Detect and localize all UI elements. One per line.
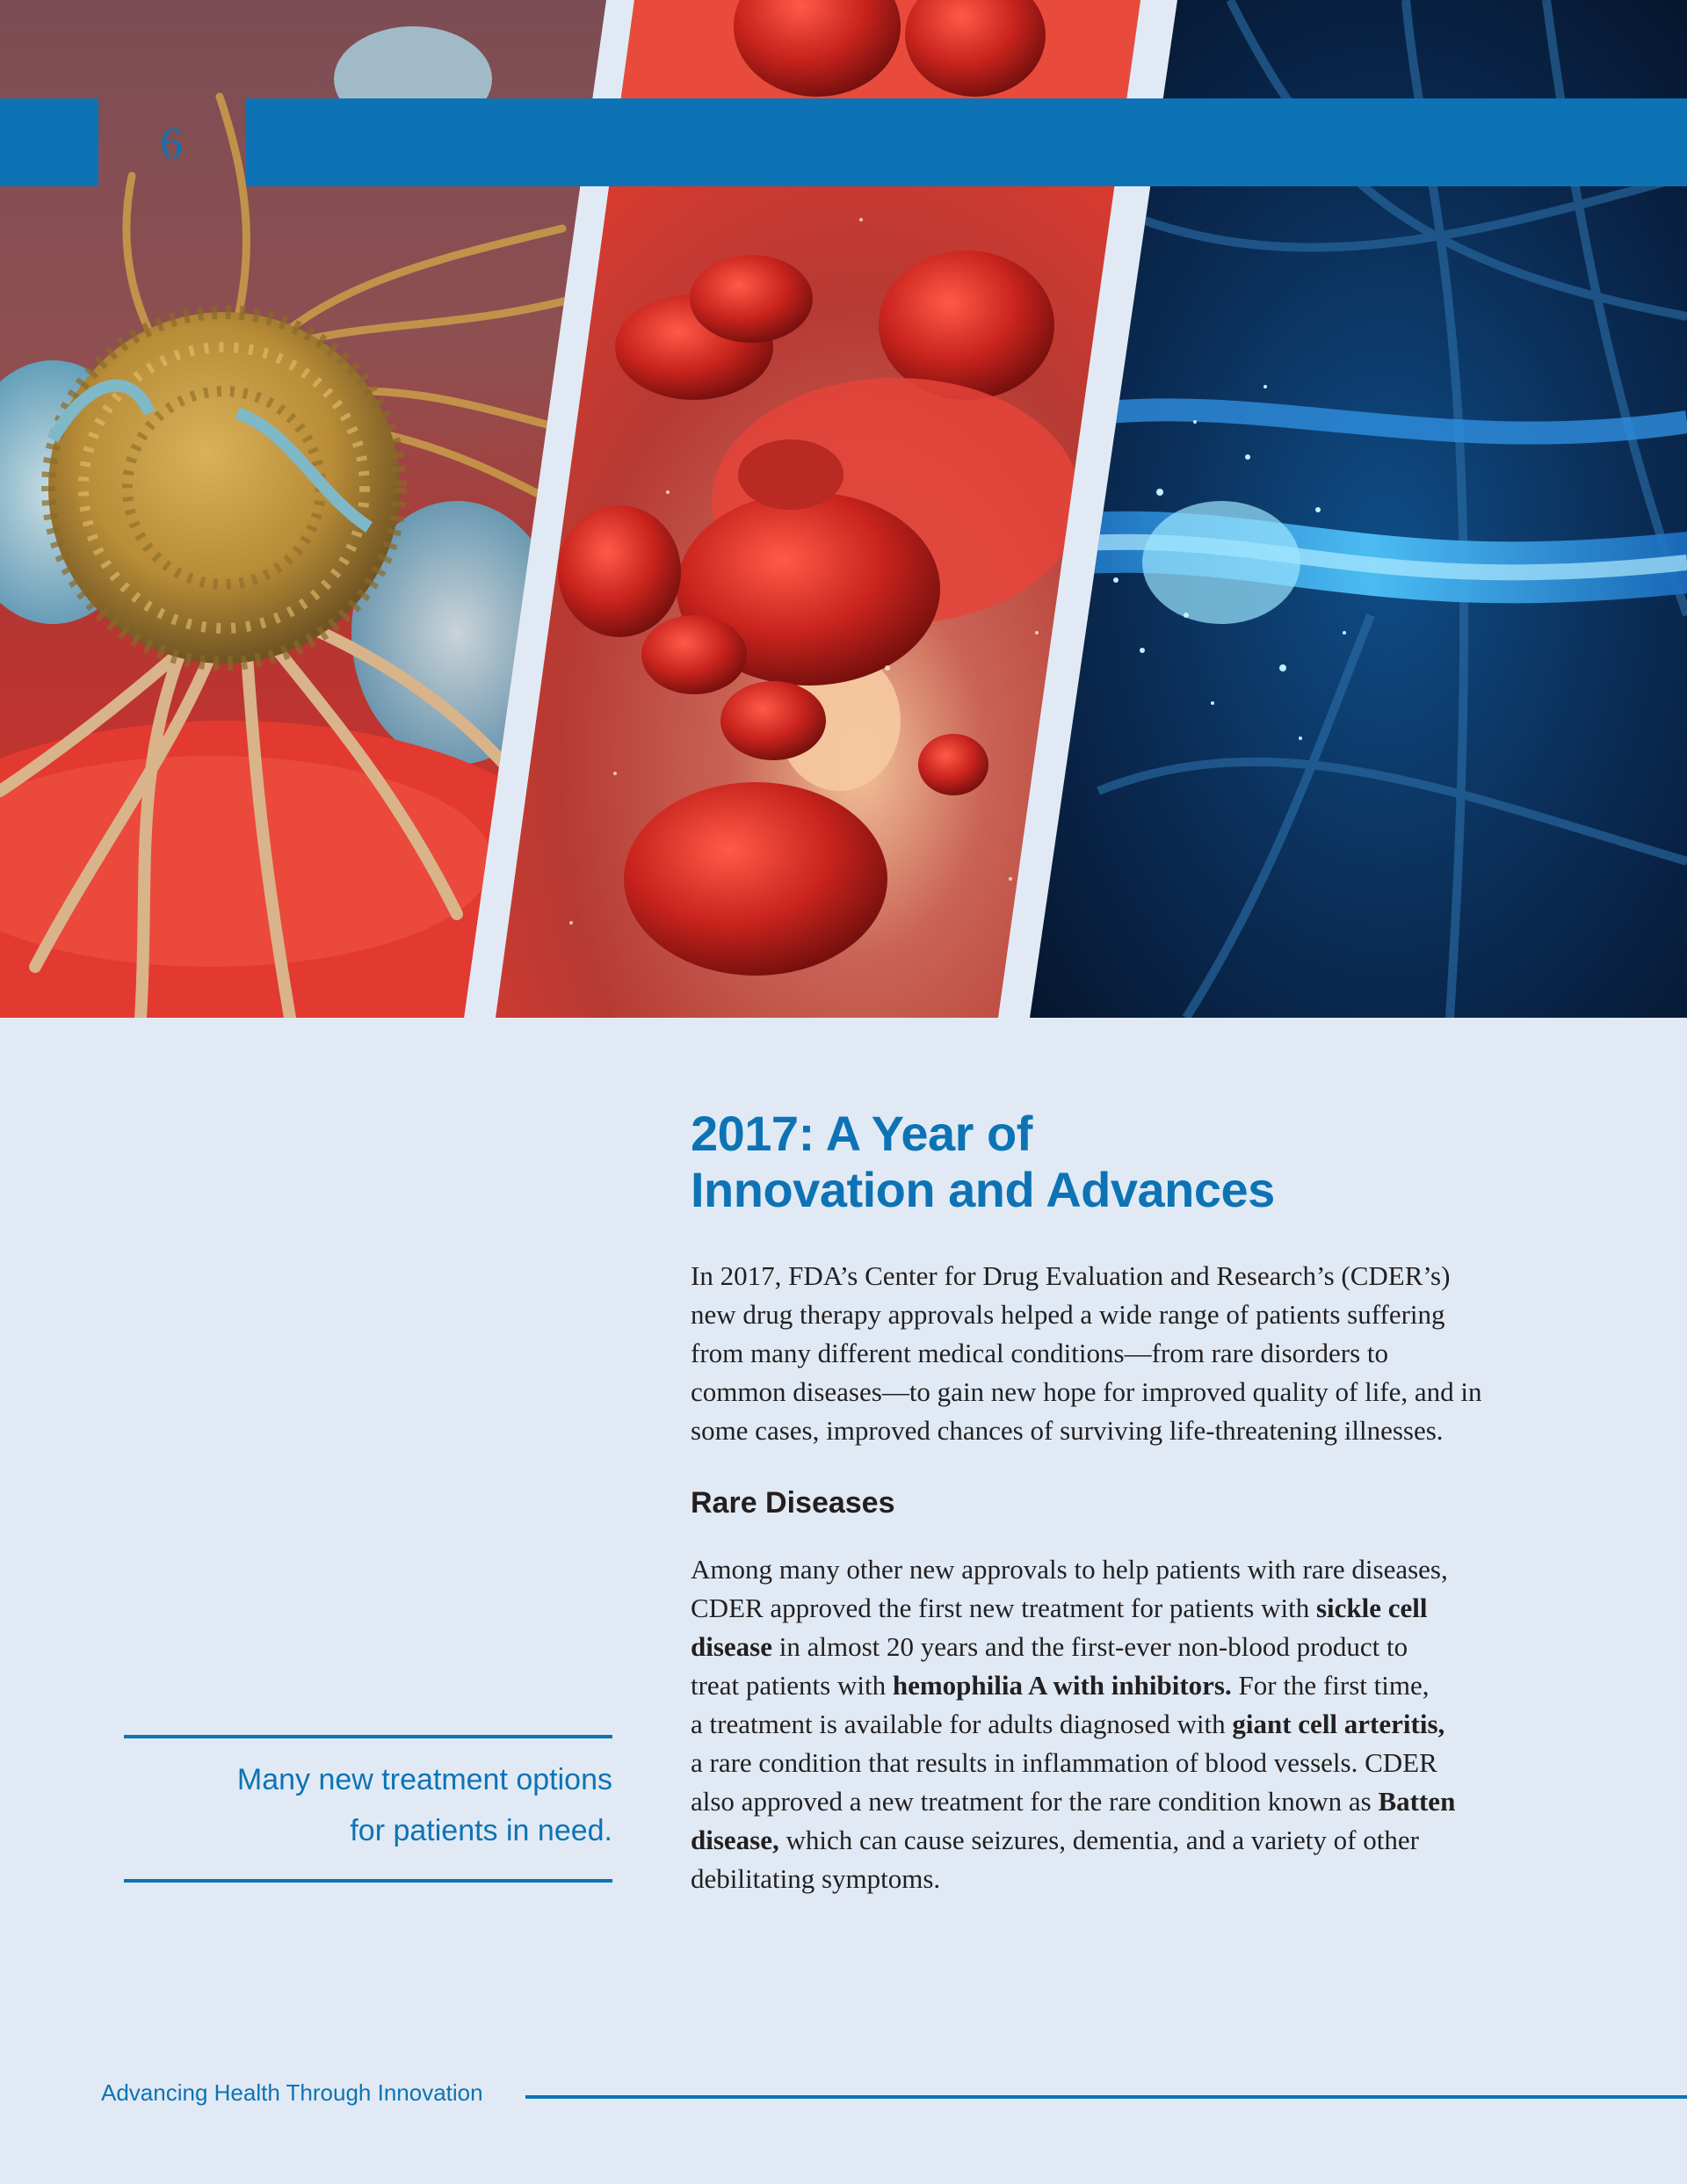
page-title: [691, 1106, 1569, 1218]
title-line-1: 2017: A Year of: [691, 1106, 1032, 1161]
section-heading-rare-diseases: Rare Diseases: [691, 1486, 895, 1520]
intro-line: from many different medical conditions—from rare disorders to: [691, 1338, 1388, 1368]
footer-text: Advancing Health Through Innovation: [101, 2079, 483, 2106]
paragraph-line: Among many other new approvals to help patients with rare diseases,: [691, 1554, 1448, 1585]
page-number: 6: [160, 118, 183, 167]
paragraph-line: disease in almost 20 years and the first-ever non-blood product to: [691, 1631, 1408, 1662]
paragraph-line: treat patients with hemophilia A with inhibitors. For the first time,: [691, 1670, 1430, 1701]
title-line-2: Innovation and Advances: [691, 1162, 1275, 1217]
term-sickle-cell: sickle cell: [1315, 1593, 1428, 1623]
term-batten-disease: disease,: [691, 1825, 779, 1855]
footer-rule: [525, 2095, 1687, 2099]
header-band-left: [0, 98, 98, 186]
paragraph-line: disease, which can cause seizures, dementia, and a variety of other: [691, 1825, 1419, 1855]
intro-line: In 2017, FDA’s Center for Drug Evaluation and Research’s (CDER’s): [691, 1260, 1451, 1291]
pull-quote: [124, 1754, 612, 1856]
rare-diseases-paragraph: [691, 1550, 1569, 1898]
intro-line: common diseases—to gain new hope for improved quality of life, and in: [691, 1376, 1482, 1407]
pull-quote-line-1: Many new treatment options: [236, 1763, 612, 1796]
paragraph-line: a treatment is available for adults diagnosed with giant cell arteritis,: [691, 1709, 1445, 1739]
paragraph-line: a rare condition that results in inflammation of blood vessels. CDER: [691, 1747, 1437, 1778]
pull-quote-rule-top: [124, 1735, 612, 1738]
term-giant-cell-arteritis: giant cell arteritis,: [1232, 1709, 1445, 1739]
pull-quote-line-2: for patients in need.: [350, 1814, 612, 1847]
pull-quote-rule-bottom: [124, 1879, 612, 1883]
paragraph-line: debilitating symptoms.: [691, 1863, 941, 1894]
intro-line: new drug therapy approvals helped a wide range of patients suffering: [691, 1299, 1445, 1330]
header-band-right: [246, 98, 1687, 186]
paragraph-line: CDER approved the first new treatment for patients with sickle cell: [691, 1593, 1428, 1623]
paragraph-line: also approved a new treatment for the rare condition known as Batten: [691, 1786, 1456, 1817]
term-sickle-cell-disease: disease: [691, 1631, 772, 1662]
intro-paragraph: [691, 1257, 1569, 1450]
term-batten: Batten: [1378, 1786, 1456, 1817]
intro-line: some cases, improved chances of surviving life-threatening illnesses.: [691, 1415, 1444, 1446]
term-hemophilia: hemophilia A with inhibitors.: [892, 1670, 1232, 1701]
